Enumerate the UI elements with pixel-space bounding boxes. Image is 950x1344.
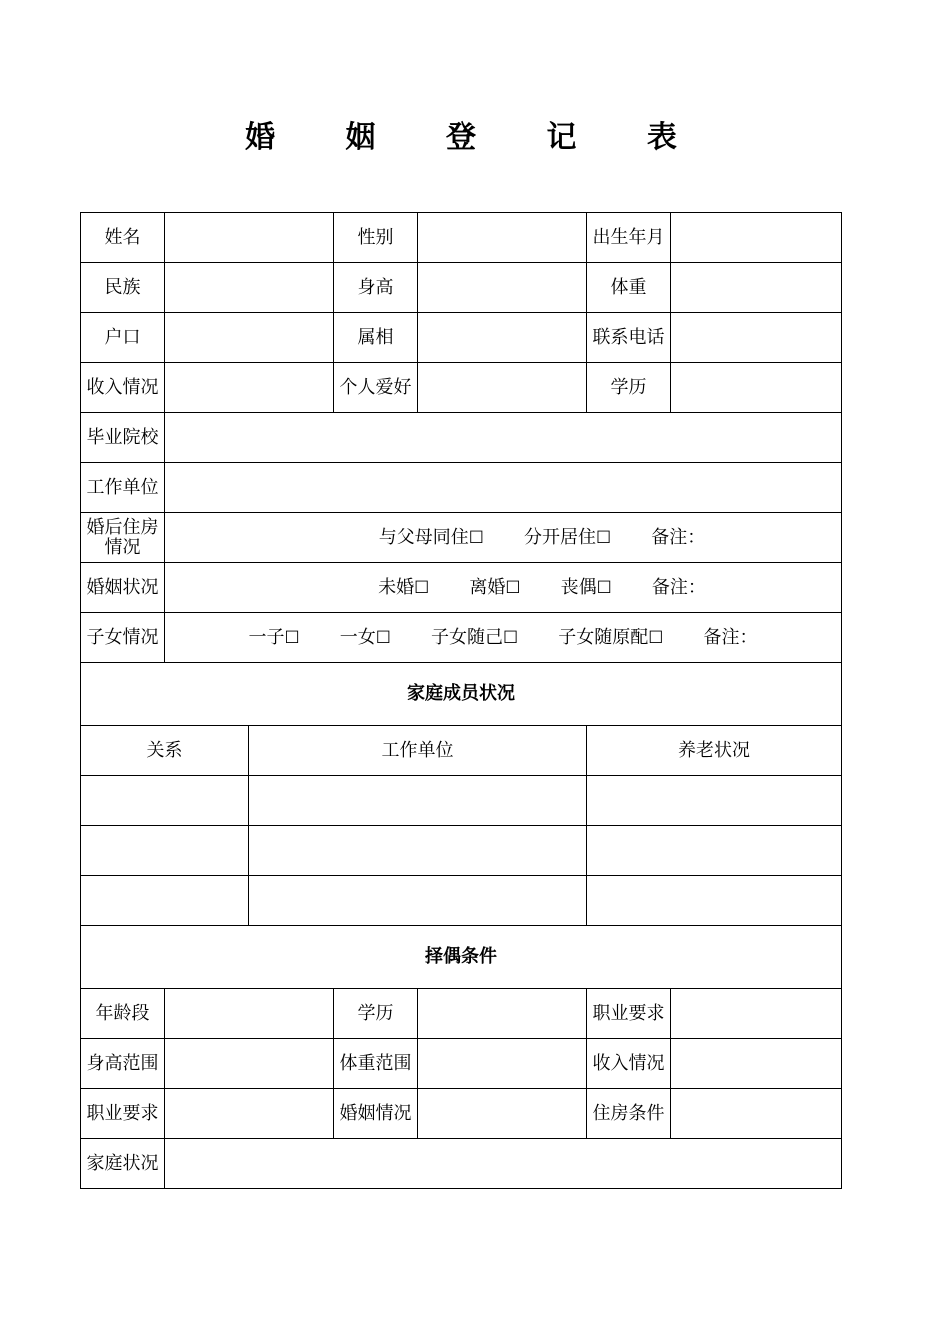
housing-option[interactable]: 与父母同住☐	[378, 526, 484, 548]
partner-height-label: 身高范围	[81, 1039, 165, 1089]
partner-marital-label: 婚姻情况	[334, 1089, 418, 1139]
children-remark: 备注：	[703, 626, 758, 648]
housing-option[interactable]: 分开居住☐	[524, 526, 612, 548]
family-section-title: 家庭成员状况	[81, 663, 842, 726]
hobby-label: 个人爱好	[334, 363, 418, 413]
partner-marital-field[interactable]	[418, 1089, 587, 1139]
family-employer-field[interactable]	[249, 876, 587, 926]
marital-option[interactable]: 丧偶☐	[560, 576, 612, 598]
form-title: 婚 姻 登 记 表	[245, 120, 707, 155]
checkbox-icon[interactable]: ☐	[284, 627, 300, 648]
partner-weight-field[interactable]	[418, 1039, 587, 1089]
partner-weight-label: 体重范围	[334, 1039, 418, 1089]
family-col-relation: 关系	[81, 726, 249, 776]
weight-label: 体重	[587, 263, 671, 313]
partner-occupation2-label: 职业要求	[81, 1089, 165, 1139]
phone-label: 联系电话	[587, 313, 671, 363]
hobby-field[interactable]	[418, 363, 587, 413]
zodiac-field[interactable]	[418, 313, 587, 363]
children-option[interactable]: 一子☐	[248, 626, 300, 648]
birth-label: 出生年月	[587, 213, 671, 263]
checkbox-icon[interactable]: ☐	[596, 527, 612, 548]
marital-option[interactable]: 离婚☐	[469, 576, 521, 598]
ethnicity-field[interactable]	[165, 263, 334, 313]
partner-age-field[interactable]	[165, 989, 334, 1039]
children-label: 子女情况	[81, 613, 165, 663]
checkbox-icon[interactable]: ☐	[503, 627, 519, 648]
family-col-pension: 养老状况	[587, 726, 842, 776]
children-option[interactable]: 一女☐	[339, 626, 391, 648]
checkbox-icon[interactable]: ☐	[648, 627, 664, 648]
marital-remark: 备注：	[651, 576, 706, 598]
family-col-employer: 工作单位	[249, 726, 587, 776]
education-field[interactable]	[671, 363, 842, 413]
partner-occupation2-field[interactable]	[165, 1089, 334, 1139]
registration-form	[80, 212, 842, 1189]
income-field[interactable]	[165, 363, 334, 413]
marital-option[interactable]: 未婚☐	[378, 576, 430, 598]
gender-label: 性别	[334, 213, 418, 263]
partner-income-field[interactable]	[671, 1039, 842, 1089]
children-option[interactable]: 子女随己☐	[431, 626, 519, 648]
partner-section-title: 择偶条件	[81, 926, 842, 989]
family-pension-field[interactable]	[587, 826, 842, 876]
family-relation-field[interactable]	[81, 876, 249, 926]
family-pension-field[interactable]	[587, 876, 842, 926]
partner-occupation-field[interactable]	[671, 989, 842, 1039]
partner-education-label: 学历	[334, 989, 418, 1039]
partner-family-label: 家庭状况	[81, 1139, 165, 1189]
partner-family-field[interactable]	[165, 1139, 842, 1189]
children-options	[165, 613, 842, 663]
family-relation-field[interactable]	[81, 776, 249, 826]
ethnicity-label: 民族	[81, 263, 165, 313]
family-relation-field[interactable]	[81, 826, 249, 876]
partner-income-label: 收入情况	[587, 1039, 671, 1089]
name-field[interactable]	[165, 213, 334, 263]
zodiac-label: 属相	[334, 313, 418, 363]
housing-options	[165, 513, 842, 563]
partner-housing-field[interactable]	[671, 1089, 842, 1139]
partner-education-field[interactable]	[418, 989, 587, 1039]
checkbox-icon[interactable]: ☐	[375, 627, 391, 648]
checkbox-icon[interactable]: ☐	[468, 527, 484, 548]
children-option[interactable]: 子女随原配☐	[558, 626, 664, 648]
checkbox-icon[interactable]: ☐	[505, 577, 521, 598]
partner-housing-label: 住房条件	[587, 1089, 671, 1139]
hukou-label: 户口	[81, 313, 165, 363]
family-pension-field[interactable]	[587, 776, 842, 826]
employer-label: 工作单位	[81, 463, 165, 513]
height-field[interactable]	[418, 263, 587, 313]
housing-remark: 备注：	[651, 526, 706, 548]
hukou-field[interactable]	[165, 313, 334, 363]
table-row	[81, 876, 842, 926]
partner-height-field[interactable]	[165, 1039, 334, 1089]
name-label: 姓名	[81, 213, 165, 263]
school-label: 毕业院校	[81, 413, 165, 463]
income-label: 收入情况	[81, 363, 165, 413]
marital-options	[165, 563, 842, 613]
table-row	[81, 826, 842, 876]
family-employer-field[interactable]	[249, 776, 587, 826]
checkbox-icon[interactable]: ☐	[414, 577, 430, 598]
gender-field[interactable]	[418, 213, 587, 263]
table-row	[81, 776, 842, 826]
checkbox-icon[interactable]: ☐	[596, 577, 612, 598]
housing-label: 婚后住房情况	[81, 513, 165, 563]
partner-age-label: 年龄段	[81, 989, 165, 1039]
birth-field[interactable]	[671, 213, 842, 263]
education-label: 学历	[587, 363, 671, 413]
employer-field[interactable]	[165, 463, 842, 513]
marital-label: 婚姻状况	[81, 563, 165, 613]
height-label: 身高	[334, 263, 418, 313]
family-employer-field[interactable]	[249, 826, 587, 876]
weight-field[interactable]	[671, 263, 842, 313]
school-field[interactable]	[165, 413, 842, 463]
phone-field[interactable]	[671, 313, 842, 363]
partner-occupation-label: 职业要求	[587, 989, 671, 1039]
